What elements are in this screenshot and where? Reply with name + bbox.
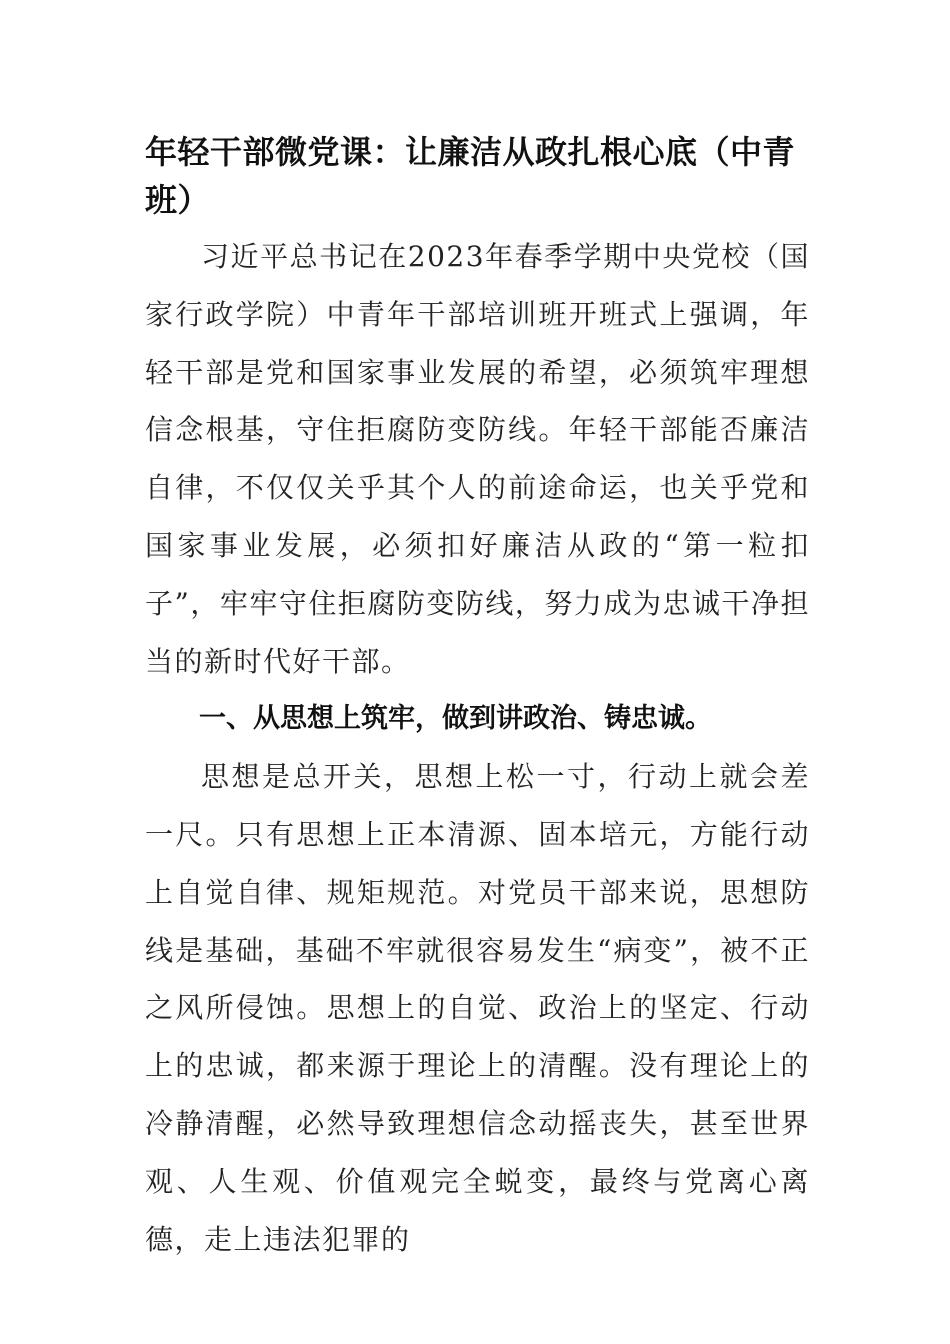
section-heading-1: 一、从思想上筑牢，做到讲政治、铸忠诚。 bbox=[199, 703, 712, 735]
document-body bbox=[145, 128, 810, 1268]
section-1-paragraph: 思想是总开关，思想上松一寸，行动上就会差一尺。只有思想上正本清源、固本培元，方能行动上自觉自律、规矩规范。对党员干部来说，思想防线是基础，基础不牢就很容易发生“病变”，被不正之风所侵蚀。思想上的自觉、政治上的坚定、行动上的忠诚，都来源于理论上的清醒。没有理论上的冷静清醒，必然导致理想信念动摇丧失，甚至世界观、人生观、价值观完全蜕变，最终与党离心离德，走上违法犯罪的 bbox=[145, 760, 810, 1256]
document-title: 年轻干部微党课：让廉洁从政扎根心底（中青班） bbox=[145, 133, 796, 219]
intro-paragraph: 习近平总书记在2023年春季学期中央党校（国家行政学院）中青年干部培训班开班式上强调，年轻干部是党和国家事业发展的希望，必须筑牢理想信念根基，守住拒腐防变防线。年轻干部能否廉洁自律，不仅仅关乎其个人的前途命运，也关乎党和国家事业发展，必须扣好廉洁从政的“第一粒扣子”，牢牢守住拒腐防变防线，努力成为忠诚干净担当的新时代好干部。 bbox=[145, 240, 810, 678]
